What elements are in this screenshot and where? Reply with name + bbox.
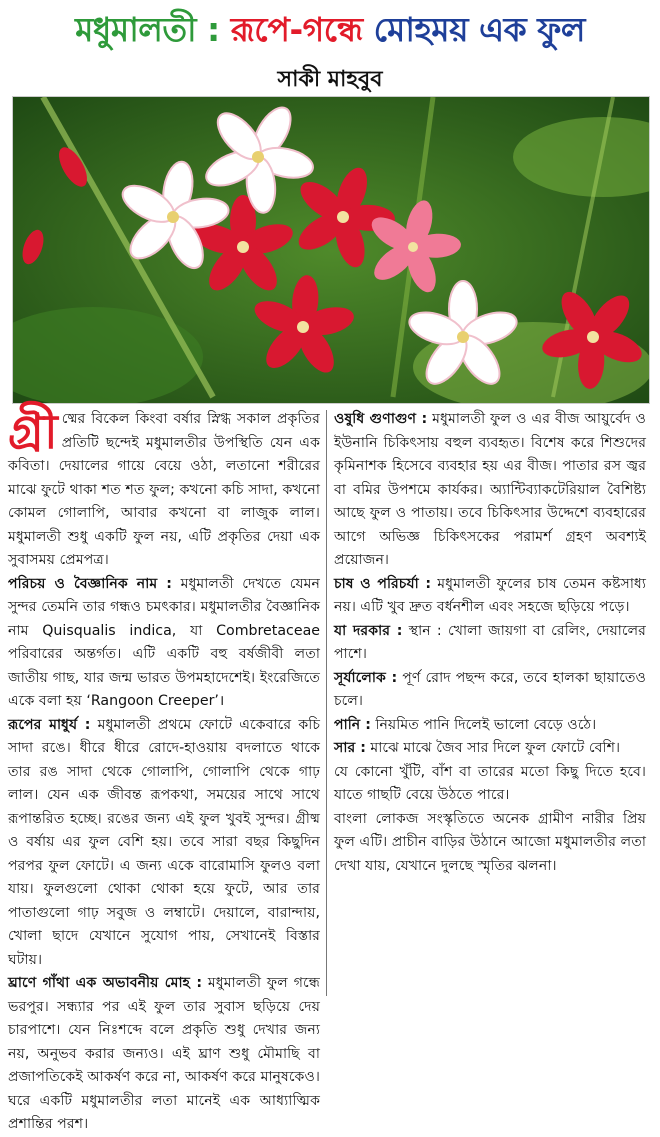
section-medicinal-heading: ওষুধি গুণাগুণ : xyxy=(334,411,428,427)
section-water xyxy=(334,714,646,738)
drop-cap: গ্রী xyxy=(8,404,58,460)
byline: সাকী মাহবুব xyxy=(277,67,383,92)
section-beauty-heading: রূপের মাধুর্য : xyxy=(8,716,91,733)
section-fragrance-heading: ঘ্রাণে গাঁথা এক অভাবনীয় মোহ : xyxy=(8,975,203,991)
section-cultivation-text: মধুমালতী ফুলের চাষ তেমন কষ্টসাধ্য নয়। এটি খুব দ্রুত বর্ধনশীল এবং সহজে ছড়িয়ে পড়ে। xyxy=(334,575,646,615)
section-beauty xyxy=(8,714,320,973)
section-sunlight xyxy=(334,667,646,714)
headline-part3: মোহময় এক ফুল xyxy=(373,10,585,49)
section-identity xyxy=(8,573,320,714)
headline-part2: রূপে-গন্ধে xyxy=(230,10,374,49)
flower-illustration xyxy=(13,97,650,404)
section-needs-text: স্থান : খোলা জায়গা বা রেলিং, দেয়ালের পাশে। xyxy=(334,622,646,662)
section-cultivation xyxy=(334,573,646,620)
section-beauty-text: মধুমালতী প্রথমে ফোটে একেবারে কচি সাদা রঙে। ধীরে ধীরে রোদে-হাওয়ায় বদলাতে থাকে তার রঙ সাদা থেকে গোলাপি, গোলাপি থেকে গাঢ় লাল। যেন এক জীবন্ত রূপকথা, সময়ের সাথে সাথে রূপান্তরিত হচ্ছে। রঙের জন্য এই ফুল খুবই সুন্দর। গ্রীষ্ম ও বর্ষায় এর ফুল বেশি হয়। তবে সারা বছর কিছুদিন পরপর ফুল ফোটে। এ জন্য একে বারোমাসি ফুলও বলা যায়। ফুলগুলো থোকা থোকা হয়ে ফুটে, আর তার পাতাগুলো গাঢ় সবুজ ও লম্বাটে। দেয়ালে, বারান্দায়, খোলা ছাদে যেখানে সুযোগ পায়, সেখানেই বিস্তার ঘটায়। xyxy=(8,716,320,968)
headline xyxy=(0,4,660,60)
section-fertilizer-text: মাঝে মাঝে জৈব সার দিলে ফুল ফোটে বেশি। xyxy=(365,740,621,756)
section-identity-text: মধুমালতী দেখতে যেমন সুন্দর তেমনি তার গন্ধও চমৎকার। মধুমালতীর বৈজ্ঞানিক নাম Quisqualis indica, যা Combretaceae পরিবারের অন্তর্গত। এটি একটি বহু বর্ষজীবী লতা জাতীয় গাছ, যার জন্ম ভারত উপমহাদেশেই। ইংরেজিতে একে বলা হয় ‘Rangoon Creeper’। xyxy=(8,575,320,709)
support-paragraph: যে কোনো খুঁটি, বাঁশ বা তারের মতো কিছু দিতে হবে। যাতে গাছটি বেয়ে উঠতে পারে। xyxy=(334,763,646,803)
section-medicinal-text: মধুমালতী ফুল ও এর বীজ আয়ুর্বেদ ও ইউনানি চিকিৎসায় বহুল ব্যবহৃত। বিশেষ করে শিশুদের কৃমিনাশক হিসেবে ব্যবহার হয় এর বীজ। পাতার রস জ্বর বা বমির উপশমে কার্যকর। অ্যান্টিব্যাকটেরিয়াল বৈশিষ্ট্য আছে ফুল ও পাতায়। তবে চিকিৎসার উদ্দেশে ব্যবহারের আগে অভিজ্ঞ চিকিৎসকের পরামর্শ গ্রহণ অবশ্যই প্রয়োজন। xyxy=(334,411,646,568)
section-water-heading: পানি : xyxy=(334,716,371,733)
article-column-left xyxy=(8,404,320,1137)
section-water-text: নিয়মিত পানি দিলেই ভালো বেড়ে ওঠে। xyxy=(370,716,597,733)
section-identity-heading: পরিচয় ও বৈজ্ঞানিক নাম : xyxy=(8,575,172,592)
intro-text: ষ্মের বিকেল কিংবা বর্ষার স্নিগ্ধ সকাল প্রকৃতির প্রতিটি ছন্দেই মধুমালতীর উপস্থিতি যেন এক কবিতা। দেয়ালের গায়ে বেয়ে ওঠা, লতানো শরীরের মাঝে ফুটে থাকা শত শত ফুল; কখনো কচি সাদা, কখনো কোমল গোলাপি, আবার কখনো বা লাজুক লাল। মধুমালতী শুধু একটি ফুল নয়, এটি প্রকৃতির দেয়া এক সুবাসময় প্রেমপত্র। xyxy=(8,411,320,568)
flower-photo xyxy=(12,96,650,404)
section-sunlight-text: পূর্ণ রোদ পছন্দ করে, তবে হালকা ছায়াতেও চলে। xyxy=(334,669,646,709)
section-fertilizer xyxy=(334,737,646,761)
article-column-right xyxy=(334,408,646,878)
headline-part1: মধুমালতী : xyxy=(75,10,231,49)
section-fragrance-text: মধুমালতী ফুল গন্ধে ভরপুর। সন্ধ্যার পর এই ফুল তার সুবাস ছড়িয়ে দেয় চারপাশে। যেন নিঃশব্দে বলে প্রকৃতি শুধু দেখার জন্য নয়, অনুভব করার জন্যও। এই ঘ্রাণ শুধু মৌমাছি বা প্রজাপতিকেই আকর্ষণ করে না, আকর্ষণ করে মানুষকেও। ঘরে একটি মধুমালতীর লতা মানেই এক আধ্যাত্মিক প্রশান্তির পরশ। xyxy=(8,975,320,1132)
section-fertilizer-heading: সার : xyxy=(334,740,366,756)
article-body xyxy=(8,404,650,1132)
intro-paragraph xyxy=(8,404,320,573)
section-fragrance xyxy=(8,972,320,1137)
section-needs-heading: যা দরকার : xyxy=(334,622,403,639)
section-sunlight-heading: সূর্যালোক : xyxy=(334,669,398,686)
section-medicinal xyxy=(334,408,646,573)
section-needs xyxy=(334,620,646,667)
section-cultivation-heading: চাষ ও পরিচর্যা : xyxy=(334,575,432,592)
column-divider xyxy=(326,410,327,996)
culture-paragraph: বাংলা লোকজ সংস্কৃতিতে অনেক গ্রামীণ নারীর প্রিয় ফুল এটি। প্রাচীন বাড়ির উঠানে আজো মধুমালতীর লতা দেখা যায়, যেখানে দুলছে স্মৃতির ঝলনা। xyxy=(334,810,646,874)
